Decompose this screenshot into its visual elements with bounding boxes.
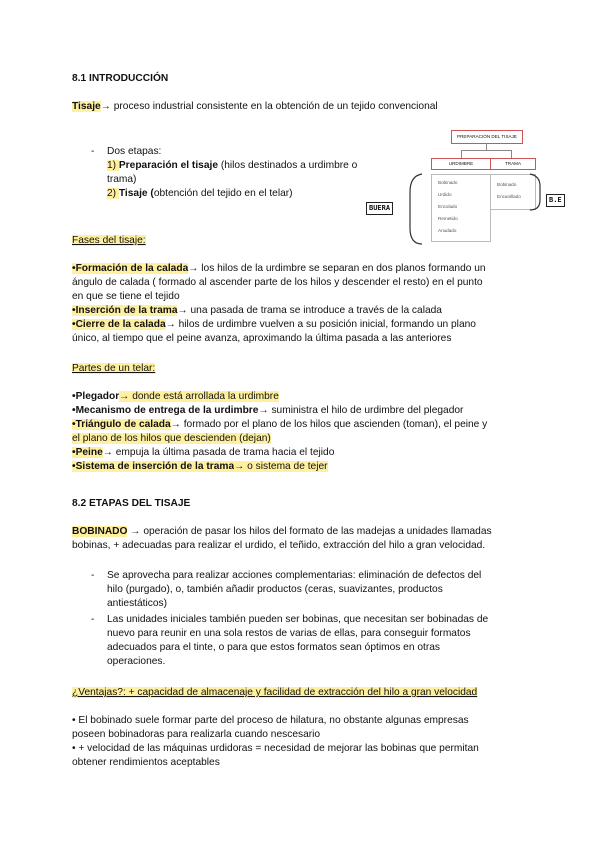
handwritten-note-left: BUERA bbox=[366, 202, 393, 215]
parte-3-desc: → formado por el plano de los hilos que ascienden (toman), el peine y bbox=[170, 419, 488, 430]
list-dash: - bbox=[91, 614, 95, 625]
fase-1-line2: ángulo de calada ( formado al ascender parte de los hilos y descender el resto) en el punto bbox=[72, 277, 483, 288]
parte-1 bbox=[72, 390, 279, 404]
bobinado-def bbox=[72, 525, 492, 539]
parte-1-desc: → donde está arrollada la urdimbre bbox=[119, 391, 279, 402]
parte-4 bbox=[72, 446, 334, 460]
etapa-1-num: 1) bbox=[107, 160, 119, 171]
diagram-urdimbre-header: URDIMBRE bbox=[431, 158, 491, 170]
section-heading-intro: 8.1 INTRODUCCIÓN bbox=[72, 73, 169, 84]
tisaje-term: Tisaje bbox=[72, 101, 101, 112]
diagram-urdimbre-box bbox=[431, 174, 491, 242]
tisaje-definition bbox=[72, 100, 438, 114]
fase-1-title: •Formación de la calada bbox=[72, 263, 189, 274]
fases-title bbox=[72, 234, 146, 248]
parte-5-title: •Sistema de inserción de la trama bbox=[72, 461, 235, 472]
fases-title-text: Fases del tisaje: bbox=[72, 235, 146, 246]
parte-5-desc: → o sistema de tejer bbox=[234, 461, 328, 472]
etapa-1-title: Preparación el tisaje bbox=[118, 160, 218, 171]
diagram-connector-h bbox=[461, 150, 512, 151]
fase-2 bbox=[72, 304, 442, 318]
parte-1-title: •Plegador bbox=[72, 391, 120, 402]
ventaja-1-line2: poseen bobinadoras para realizarla cuando nescesario bbox=[72, 729, 321, 740]
parte-3 bbox=[72, 418, 487, 432]
fase-1 bbox=[72, 262, 486, 276]
bobinado-point-2-line4: operaciones. bbox=[107, 656, 166, 667]
etapas-intro: Dos etapas: bbox=[107, 146, 162, 157]
diagram-urdimbre-item: Anudado bbox=[438, 228, 457, 233]
diagram-top-box: PREPARACIÓN DEL TISAJE bbox=[451, 130, 523, 144]
fase-3 bbox=[72, 318, 476, 332]
fase-3-desc: → hilos de urdimbre vuelven a su posición inicial, formando un plano bbox=[165, 319, 476, 330]
diagram-trama-header: TRAMA bbox=[490, 158, 536, 170]
diagram-connector-r bbox=[511, 150, 512, 158]
list-dash: - bbox=[91, 146, 95, 157]
diagram-urdimbre-item: Bobinado bbox=[438, 180, 458, 185]
fase-2-desc: → una pasada de trama se introduce a través de la calada bbox=[177, 305, 442, 316]
parte-4-title: •Peine bbox=[72, 447, 103, 458]
section-heading-etapas: 8.2 ETAPAS DEL TISAJE bbox=[72, 498, 191, 509]
bobinado-point-1-line3: antiestáticos) bbox=[107, 598, 168, 609]
handwritten-note-right: B.E bbox=[546, 194, 565, 207]
parte-3-title: •Triángulo de calada bbox=[72, 419, 171, 430]
ventajas-line bbox=[72, 686, 477, 700]
etapa-2 bbox=[107, 187, 293, 201]
list-dash: - bbox=[91, 570, 95, 581]
partes-title bbox=[72, 362, 155, 376]
diagram-urdimbre-item: Urdido bbox=[438, 192, 452, 197]
handwritten-bracket-right bbox=[528, 172, 544, 212]
bobinado-term: BOBINADO bbox=[72, 526, 128, 537]
partes-title-text: Partes de un telar: bbox=[72, 363, 156, 374]
ventaja-1: • El bobinado suele formar parte del proceso de hilatura, no obstante algunas empresas bbox=[72, 715, 469, 726]
ventajas-text: ¿Ventajas?: + capacidad de almacenaje y facilidad de extracción del hilo a gran velocidad bbox=[72, 687, 478, 698]
bobinado-def-text: → operación de pasar los hilos del formato de las madejas a unidades llamadas bbox=[127, 526, 492, 537]
diagram-urdimbre-item: Remetido bbox=[438, 216, 458, 221]
fase-3-title: •Cierre de la calada bbox=[72, 319, 166, 330]
bobinado-def-line2: bobinas, + adecuadas para realizar el urdido, el teñido, extracción del hilo a gran velocidad. bbox=[72, 540, 486, 551]
etapa-1-cont: trama) bbox=[107, 174, 137, 185]
bobinado-point-2-line3: adecuados para el tinte, o para que estos formatos sean óptimos en otras bbox=[107, 642, 440, 653]
parte-2 bbox=[72, 404, 463, 418]
diagram-trama-item: Bobinado bbox=[497, 182, 517, 187]
diagram-connector-l bbox=[461, 150, 462, 158]
fase-1-line3: en que se tiene el tejido bbox=[72, 291, 180, 302]
ventaja-2: • + velocidad de las máquinas urdidoras = necesidad de mejorar las bobinas que permitan bbox=[72, 743, 479, 754]
bobinado-point-1: Se aprovecha para realizar acciones complementarias: eliminación de defectos del bbox=[107, 570, 482, 581]
etapa-2-title: Tisaje ( bbox=[118, 188, 154, 199]
diagram-connector bbox=[486, 143, 487, 150]
fase-2-title: •Inserción de la trama bbox=[72, 305, 178, 316]
parte-3-line2 bbox=[72, 432, 271, 446]
diagram-trama-item: Encanillado bbox=[497, 194, 521, 199]
etapa-2-desc: obtención del tejido en el telar) bbox=[153, 188, 293, 199]
parte-2-desc: → suministra el hilo de urdimbre del plegador bbox=[258, 405, 464, 416]
handwritten-bracket-left bbox=[404, 172, 424, 246]
etapa-2-num: 2) bbox=[107, 188, 119, 199]
bobinado-point-1-line2: hilo (purgado), o, también añadir productos (ceras, suavizantes, productos bbox=[107, 584, 443, 595]
diagram-urdimbre-item: Encolado bbox=[438, 204, 458, 209]
bobinado-point-2-line2: nuevo para reunir en una sola restos de varias de ellas, para conseguir formatos bbox=[107, 628, 471, 639]
tisaje-def-text: → proceso industrial consistente en la obtención de un tejido convencional bbox=[100, 101, 438, 112]
parte-5 bbox=[72, 460, 328, 474]
fase-3-line2: único, al tiempo que el peine avanza, aproximando la última pasada a las anteriores bbox=[72, 333, 452, 344]
parte-2-title: •Mecanismo de entrega de la urdimbre bbox=[72, 405, 259, 416]
fase-1-desc: → los hilos de la urdimbre se separan en dos planos formando un bbox=[188, 263, 486, 274]
parte-4-desc: → empuja la última pasada de trama hacia el tejido bbox=[102, 447, 335, 458]
ventaja-2-line2: obtener rendimientos aceptables bbox=[72, 757, 220, 768]
etapa-1 bbox=[107, 159, 357, 173]
parte-3-line2-text: el plano de los hilos que descienden (dejan) bbox=[72, 433, 271, 444]
etapa-1-desc: (hilos destinados a urdimbre o bbox=[218, 160, 358, 171]
bobinado-point-2: Las unidades iniciales también pueden ser bobinas, que necesitan ser bobinadas de bbox=[107, 614, 489, 625]
